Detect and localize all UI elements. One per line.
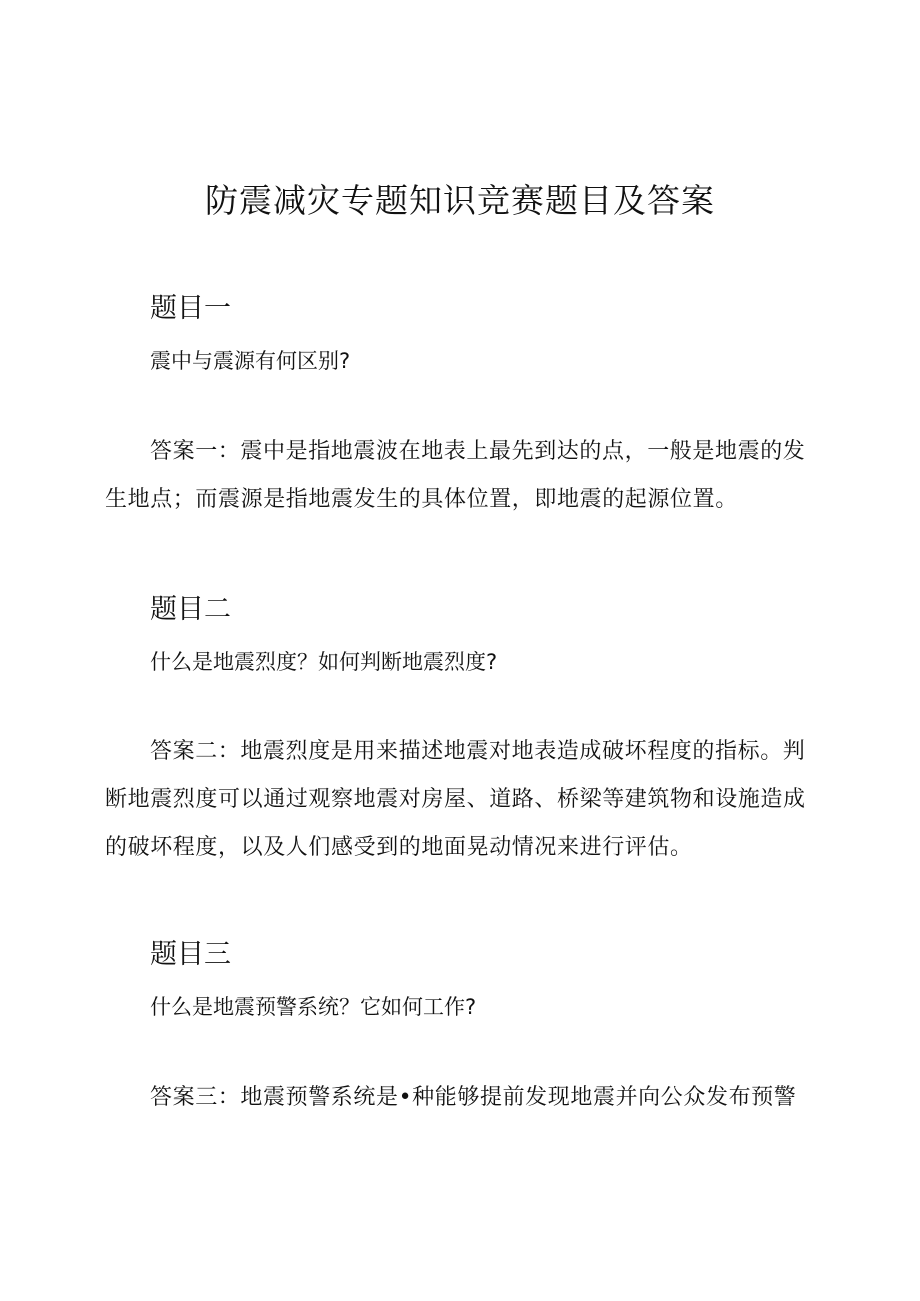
section-heading-3: 题目三 [150,939,231,970]
question-2: 什么是地震烈度？如何判断地震烈度? [150,650,498,674]
question-1: 震中与震源有何区别? [150,349,351,373]
document-title: 防震减灾专题知识竞赛题目及答案 [205,181,715,220]
section-heading-2: 题目二 [150,594,231,625]
answer-3: 答案三：地震预警系统是•种能够提前发现地震并向公众发布预警 [150,1085,797,1110]
question-3: 什么是地震预警系统？它如何工作? [150,995,477,1019]
section-heading-1: 题目一 [150,293,231,324]
answer-2: 答案二：地震烈度是用来描述地震对地表造成破坏程度的指标。判断地震烈度可以通过观察地震对房屋、道路、桥梁等建筑物和设施造成的破坏程度，以及人们感受到的地面晃动情况来进行评估。 [105,739,806,860]
answer-1: 答案一：震中是指地震波在地表上最先到达的点，一般是地震的发生地点；而震源是指地震发生的具体位置，即地震的起源位置。 [105,439,806,512]
